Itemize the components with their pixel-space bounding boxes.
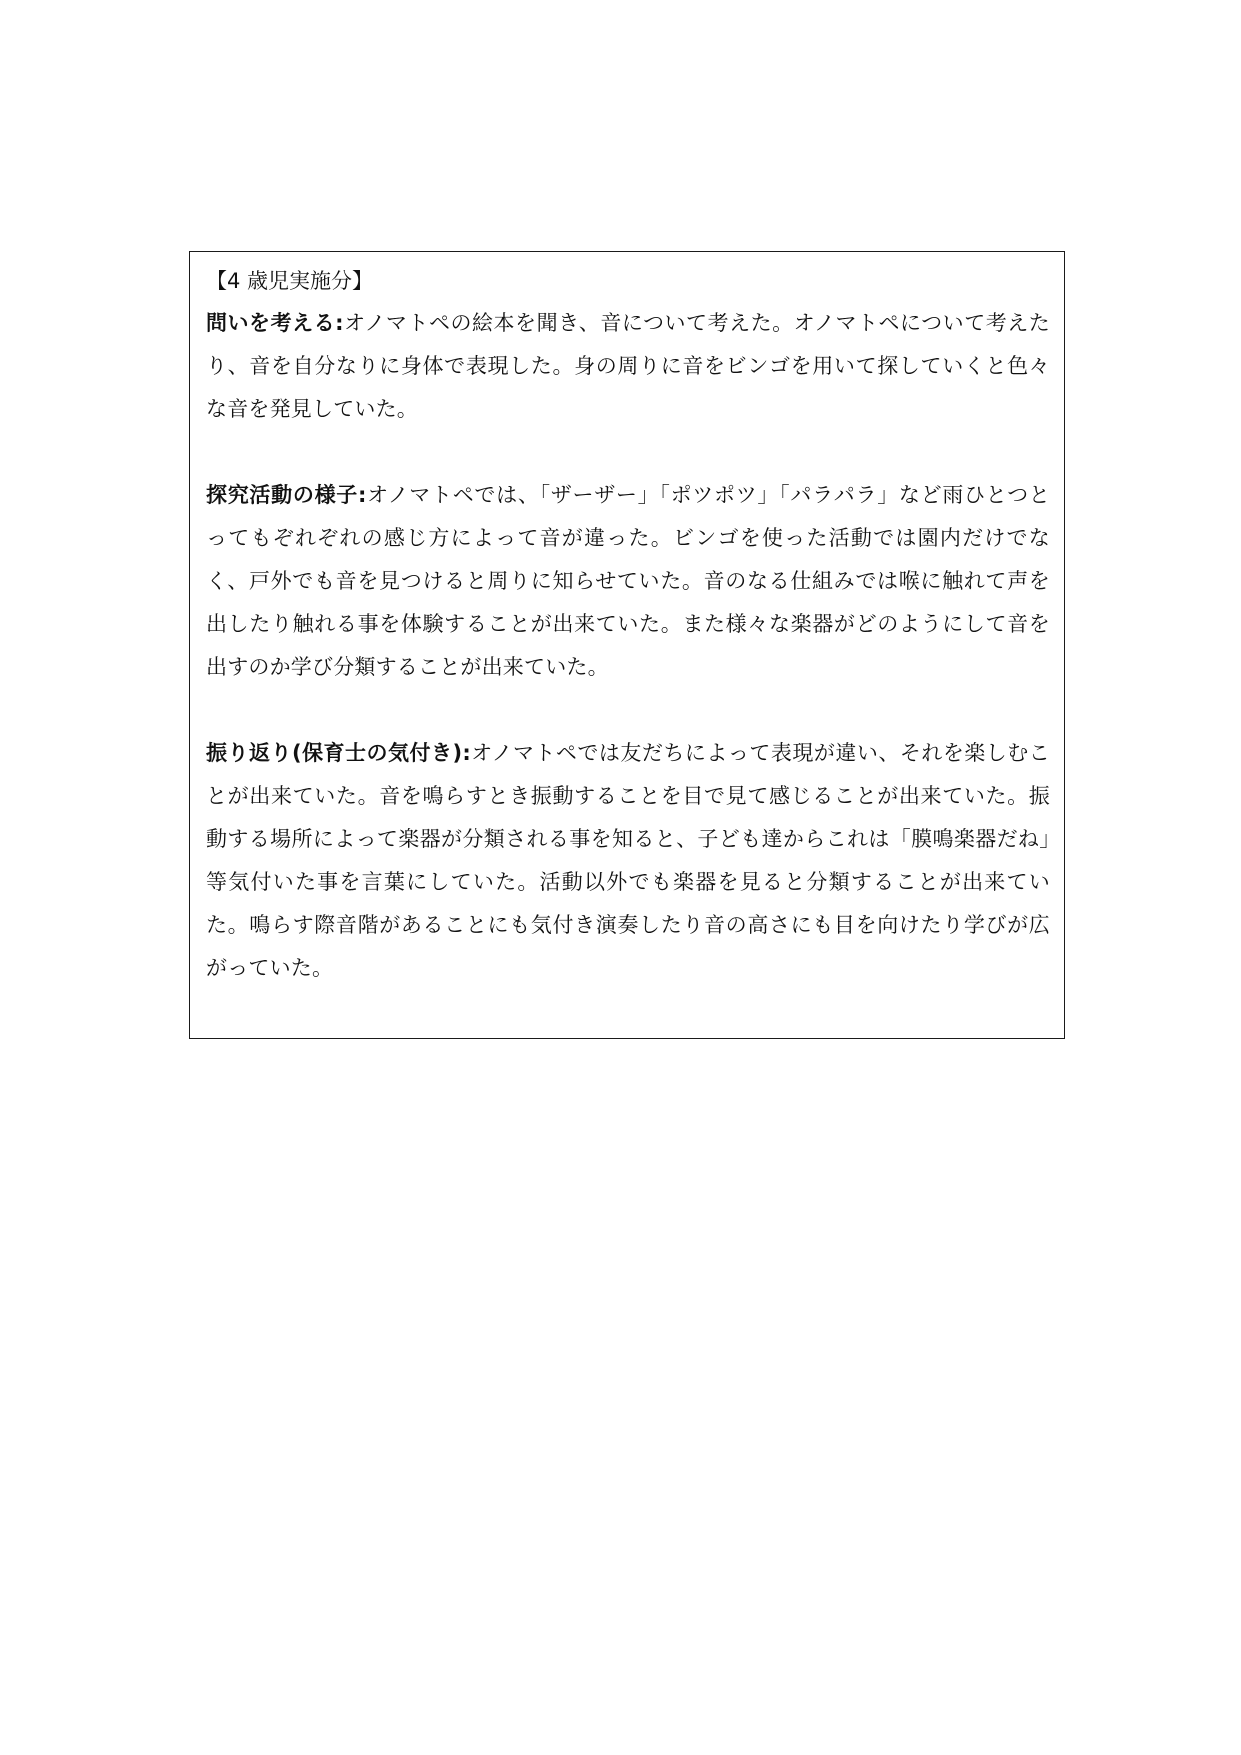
paragraph-question-label: 問いを考える: <box>206 311 344 335</box>
paragraph-question <box>206 302 1050 431</box>
paragraph-reflection-label: 振り返り(保育士の気付き): <box>206 741 471 765</box>
paragraph-inquiry-label: 探究活動の様子: <box>206 483 367 507</box>
paragraph-reflection <box>206 732 1050 990</box>
report-box <box>189 251 1065 1039</box>
paragraph-question-text: オノマトペの絵本を聞き、音について考えた。オノマトペについて考えたり、音を自分なりに身体で表現した。身の周りに音をビンゴを用いて探していくと色々な音を発見していた。 <box>206 311 1050 421</box>
paragraph-inquiry-text: オノマトペでは、「ザーザー」「ポツポツ」「パラパラ」など雨ひとつとってもぞれぞれの感じ方によって音が違った。ビンゴを使った活動では園内だけでなく、戸外でも音を見つけると周りに知らせていた。音のなる仕組みでは喉に触れて声を出したり触れる事を体験することが出来ていた。また様々な楽器がどのようにして音を出すのか学び分類することが出来ていた。 <box>206 483 1051 679</box>
paragraph-spacer <box>206 689 1050 732</box>
paragraph-spacer <box>206 431 1050 474</box>
paragraph-reflection-text: オノマトペでは友だちによって表現が違い、それを楽しむことが出来ていた。音を鳴らすとき振動することを目で見て感じることが出来ていた。振動する場所によって楽器が分類される事を知ると、子ども達からこれは「膜鳴楽器だね」等気付いた事を言葉にしていた。活動以外でも楽器を見ると分類することが出来ていた。鳴らす際音階があることにも気付き演奏したり音の高さにも目を向けたり学びが広がっていた。 <box>206 741 1050 980</box>
section-title: 【4 歳児実施分】 <box>206 269 374 293</box>
paragraph-inquiry <box>206 474 1050 689</box>
